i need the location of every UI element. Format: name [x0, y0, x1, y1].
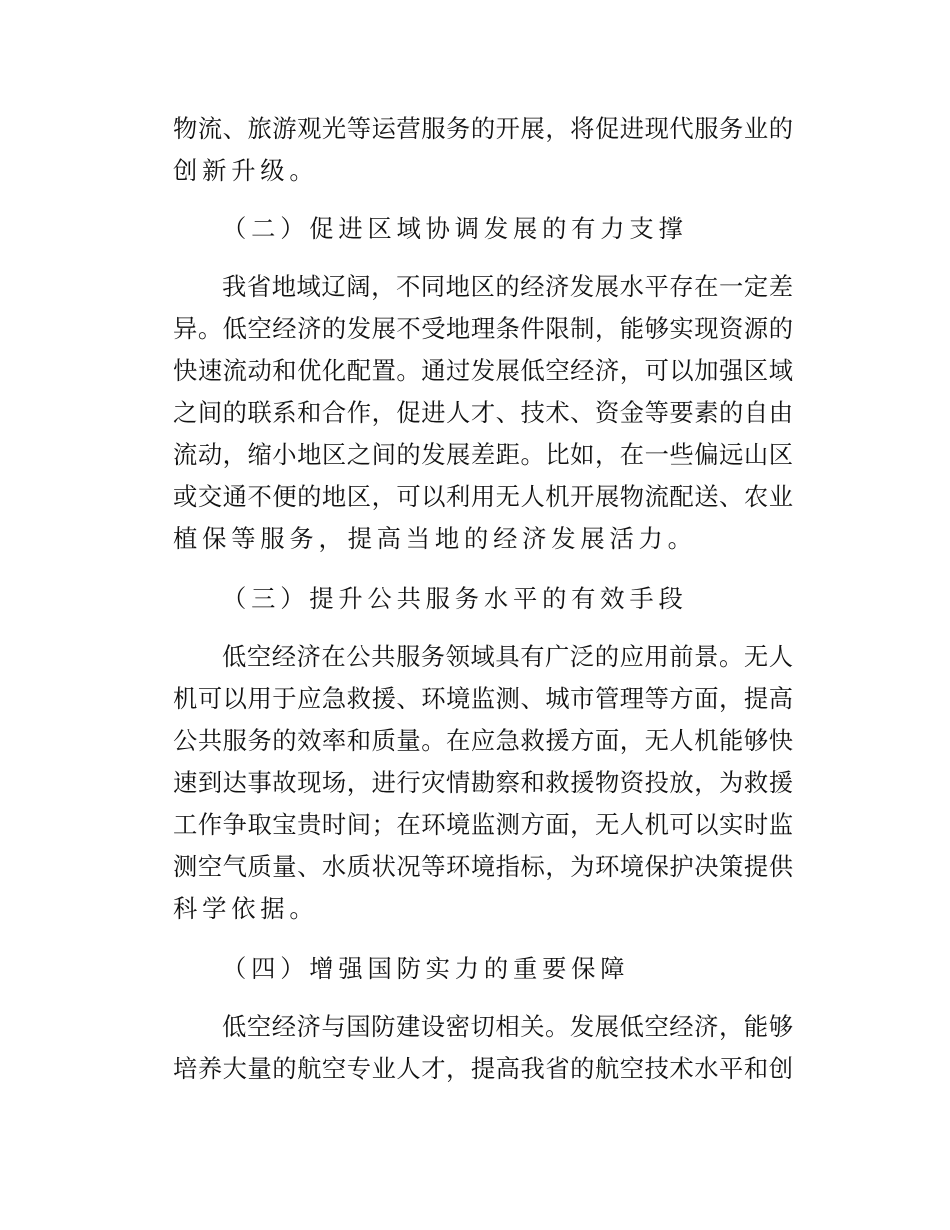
section-heading: （四）增强国防实力的重要保障: [222, 954, 630, 983]
text-line: 测空气质量、水质状况等环境指标，为环境保护决策提供: [173, 852, 793, 881]
section-heading: （二）促进区域协调发展的有力支撑: [222, 214, 688, 243]
text-line: 速到达事故现场，进行灾情勘察和救援物资投放，为救援: [173, 768, 793, 797]
text-line: 培养大量的航空专业人才，提高我省的航空技术水平和创: [173, 1054, 793, 1083]
text-line: 低空经济与国防建设密切相关。发展低空经济，能够: [222, 1012, 793, 1041]
text-line: 植保等服务，提高当地的经济发展活力。: [173, 524, 697, 553]
section-heading: （三）提升公共服务水平的有效手段: [222, 584, 688, 613]
text-line: 创新升级。: [173, 156, 319, 185]
text-line: 异。低空经济的发展不受地理条件限制，能够实现资源的: [173, 314, 793, 343]
text-line: 科学依据。: [173, 894, 319, 923]
text-line: 低空经济在公共服务领域具有广泛的应用前景。无人: [222, 642, 793, 671]
text-line: 机可以用于应急救援、环境监测、城市管理等方面，提高: [173, 684, 793, 713]
text-line: 之间的联系和合作，促进人才、技术、资金等要素的自由: [173, 398, 793, 427]
text-line: 或交通不便的地区，可以利用无人机开展物流配送、农业: [173, 482, 793, 511]
text-line: 工作争取宝贵时间；在环境监测方面，无人机可以实时监: [173, 810, 793, 839]
text-line: 物流、旅游观光等运营服务的开展，将促进现代服务业的: [173, 114, 793, 143]
text-line: 公共服务的效率和质量。在应急救援方面，无人机能够快: [173, 726, 793, 755]
text-line: 流动，缩小地区之间的发展差距。比如，在一些偏远山区: [173, 440, 793, 469]
text-line: 快速流动和优化配置。通过发展低空经济，可以加强区域: [173, 356, 793, 385]
text-line: 我省地域辽阔，不同地区的经济发展水平存在一定差: [222, 272, 793, 301]
